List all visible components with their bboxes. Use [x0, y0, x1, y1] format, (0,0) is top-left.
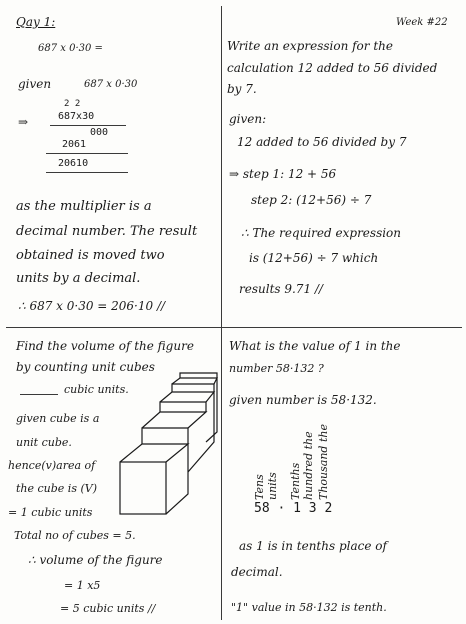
q4-explain-1: as 1 is in tenths place of	[239, 539, 387, 553]
unit-cube	[142, 412, 206, 444]
q1-explain-3: obtained is moved two	[16, 248, 165, 263]
place-label-tenths: Tenths	[289, 462, 302, 500]
vertical-divider	[221, 6, 222, 620]
unit-cube	[172, 378, 217, 392]
q4-title-1: What is the value of 1 in the	[229, 339, 401, 353]
q4-given-text: given number is 58·132.	[229, 393, 377, 407]
q2-conclusion-3: results 9.71 //	[239, 282, 323, 296]
place-label-hundredths: hundred the	[302, 431, 315, 500]
q1-mult-top: 687x30	[58, 111, 95, 122]
q1-explain-4: units by a decimal.	[16, 271, 141, 286]
q1-explain-2: decimal number. The result	[16, 224, 198, 239]
q1-problem: 687 x 0·30 =	[38, 43, 103, 54]
q2-step1: ⇒ step 1: 12 + 56	[229, 167, 337, 181]
unit-cube	[160, 392, 214, 412]
q3-title-1: Find the volume of the figure	[16, 339, 194, 353]
q1-carries: 2 2	[64, 99, 81, 109]
q1-given-label: given	[18, 77, 52, 91]
q2-title-3: by 7.	[227, 82, 257, 96]
q3-line-6: Total no of cubes = 5.	[14, 529, 136, 542]
q2-title-1: Write an expression for the	[227, 39, 393, 53]
q3-line-1: given cube is a	[16, 412, 100, 425]
q1-line-3	[46, 172, 128, 173]
q4-number: 58 · 1 3 2	[254, 501, 333, 516]
q3-line-2: unit cube.	[16, 436, 72, 449]
q3-blank-line	[20, 394, 58, 395]
q3-line-4: the cube is (V)	[16, 482, 97, 495]
q3-volume-line: ∴ volume of the figure	[28, 553, 163, 567]
q3-answer: = 5 cubic units //	[60, 602, 156, 615]
q2-given-text: 12 added to 56 divided by 7	[237, 135, 407, 149]
q1-zeros: 000	[90, 127, 109, 138]
q1-partial: 2061	[62, 139, 87, 150]
place-label-thousandths: Thousand the	[317, 424, 330, 500]
q2-week: Week #22	[396, 17, 448, 28]
q3-line-5: = 1 cubic units	[8, 506, 93, 519]
q4-final: "1" value in 58·132 is tenth.	[231, 601, 387, 614]
q4-title-2: number 58·132 ?	[229, 362, 324, 375]
q3-line-3: hence(v)area of	[8, 459, 96, 472]
unit-cube	[180, 373, 217, 472]
q3-title-2: by counting unit cubes	[16, 360, 155, 374]
unit-cube	[120, 444, 188, 514]
q1-line-1	[50, 125, 126, 126]
q2-step2: step 2: (12+56) ÷ 7	[251, 193, 372, 207]
q1-line-2	[46, 153, 128, 154]
q1-arrow: ⇒	[18, 115, 29, 129]
place-label-units: units	[266, 472, 279, 500]
q1-given-expr: 687 x 0·30	[84, 79, 138, 90]
q1-explain-1: as the multiplier is a	[16, 199, 152, 214]
q4-explain-2: decimal.	[231, 565, 283, 579]
q3-blank-unit: cubic units.	[64, 383, 129, 396]
q1-answer: ∴ 687 x 0·30 = 206·10 //	[18, 299, 166, 313]
q2-conclusion-1: ∴ The required expression	[241, 226, 402, 240]
horizontal-divider	[6, 327, 462, 328]
place-label-tens: Tens	[253, 474, 266, 500]
q2-conclusion-2: is (12+56) ÷ 7 which	[249, 251, 379, 265]
q2-given-label: given:	[229, 112, 267, 126]
q3-calc: = 1 x5	[64, 579, 101, 592]
q1-title: Qay 1:	[16, 15, 56, 29]
unit-cubes-figure	[118, 372, 218, 522]
q2-title-2: calculation 12 added to 56 divided	[227, 61, 438, 75]
q1-result: 20610	[58, 158, 89, 169]
